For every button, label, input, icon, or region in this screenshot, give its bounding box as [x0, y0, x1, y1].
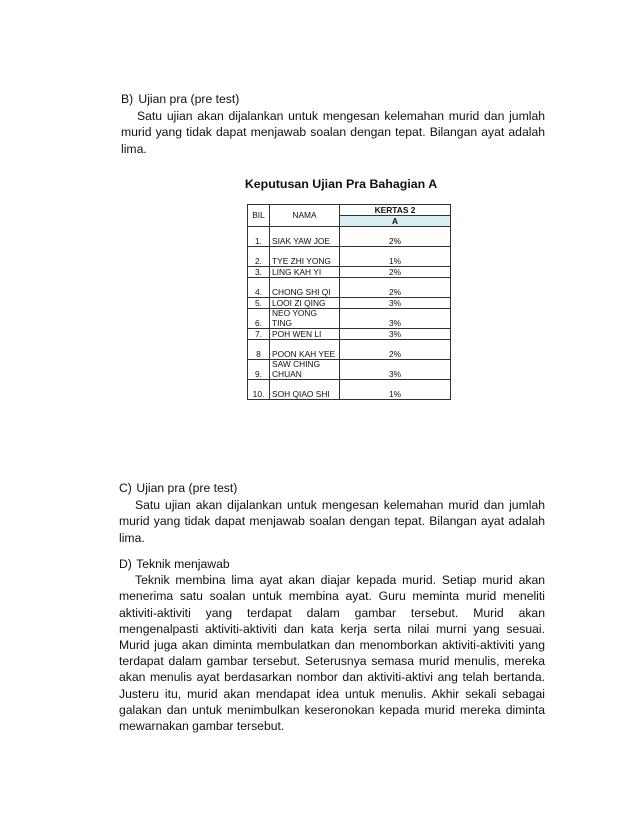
- row-bil: 8: [248, 340, 270, 360]
- row-a: 2%: [340, 340, 451, 360]
- section-d-title: Teknik menjawab: [136, 557, 230, 571]
- header-kertas: KERTAS 2: [340, 205, 451, 216]
- row-nama: LOOI ZI QING: [270, 298, 340, 309]
- section-b-letter: B): [121, 92, 134, 106]
- row-nama: POH WEN LI: [270, 329, 340, 340]
- row-bil: 2.: [248, 247, 270, 267]
- row-nama: SIAK YAW JOE: [270, 227, 340, 247]
- table-row: [248, 278, 451, 298]
- row-nama: POON KAH YEE: [270, 340, 340, 360]
- row-nama: TYE ZHI YONG: [270, 247, 340, 267]
- table-title: Keputusan Ujian Pra Bahagian A: [244, 177, 438, 191]
- table-row: [248, 298, 451, 309]
- table-row: [248, 329, 451, 340]
- table-row: [248, 247, 451, 267]
- row-bil: 7.: [248, 329, 270, 340]
- table-row: [248, 227, 451, 247]
- row-a: 2%: [340, 278, 451, 298]
- row-a: 3%: [340, 329, 451, 340]
- section-c-letter: C): [119, 481, 132, 495]
- section-b-heading: [121, 91, 545, 108]
- table-row: [248, 267, 451, 278]
- results-table: [247, 204, 451, 400]
- table-row: [248, 309, 451, 329]
- section-c-body: Satu ujian akan dijalankan untuk mengesan kelemahan murid dan jumlah murid yang tidak dapat menjawab soalan dengan tepat. Bilangan ayat adalah lima.: [119, 497, 545, 545]
- section-b: [121, 91, 545, 157]
- row-nama: CHONG SHI QI: [270, 278, 340, 298]
- row-a: 3%: [340, 309, 451, 329]
- section-d-letter: D): [119, 557, 132, 571]
- section-d-heading: [119, 556, 545, 572]
- section-c: [119, 480, 545, 546]
- row-bil: 3.: [248, 267, 270, 278]
- section-b-body: Satu ujian akan dijalankan untuk mengesan kelemahan murid dan jumlah murid yang tidak dapat menjawab soalan dengan tepat. Bilangan ayat adalah lima.: [121, 108, 545, 156]
- table-row: [248, 380, 451, 400]
- table-row: [248, 340, 451, 360]
- row-bil: 4.: [248, 278, 270, 298]
- header-nama: NAMA: [270, 205, 340, 227]
- row-nama: LING KAH YI: [270, 267, 340, 278]
- row-bil: 6.: [248, 309, 270, 329]
- row-nama: SAW CHING CHUAN: [270, 360, 340, 380]
- section-d: [119, 556, 545, 734]
- table-row: [248, 360, 451, 380]
- header-bil: BIL: [248, 205, 270, 227]
- section-b-title: Ujian pra (pre test): [138, 92, 240, 106]
- row-a: 1%: [340, 380, 451, 400]
- row-a: 1%: [340, 247, 451, 267]
- row-nama: NEO YONG TING: [270, 309, 340, 329]
- header-a: A: [340, 216, 451, 227]
- row-a: 3%: [340, 298, 451, 309]
- section-d-body: Teknik membina lima ayat akan diajar kepada murid. Setiap murid akan menerima satu soalan untuk membina ayat. Guru meminta murid meneliti aktiviti-aktiviti yang terdapat dalam gambar tersebut. Murid akan mengenalpasti aktiviti-aktiviti dan kata kerja serta nilai murni yang sesuai. Murid juga akan diminta membulatkan dan menomborkan aktiviti-aktiviti yang terdapat dalam gambar tersebut. Seterusnya semasa murid menulis, mereka akan menulis ayat berdasarkan nombor dan aktiviti-aktivi ang telah bertanda. Justeru itu, murid akan mendapat idea untuk menulis. Akhir sekali sebagai galakan dan untuk menimbulkan keseronokan kepada murid mereka diminta mewarnakan gambar tersebut.: [119, 573, 545, 734]
- row-bil: 10.: [248, 380, 270, 400]
- row-bil: 1.: [248, 227, 270, 247]
- row-bil: 9.: [248, 360, 270, 380]
- row-bil: 5.: [248, 298, 270, 309]
- row-nama: SOH QIAO SHI: [270, 380, 340, 400]
- section-c-heading: [119, 480, 545, 497]
- row-a: 2%: [340, 267, 451, 278]
- row-a: 2%: [340, 227, 451, 247]
- section-c-title: Ujian pra (pre test): [136, 481, 238, 495]
- row-a: 3%: [340, 360, 451, 380]
